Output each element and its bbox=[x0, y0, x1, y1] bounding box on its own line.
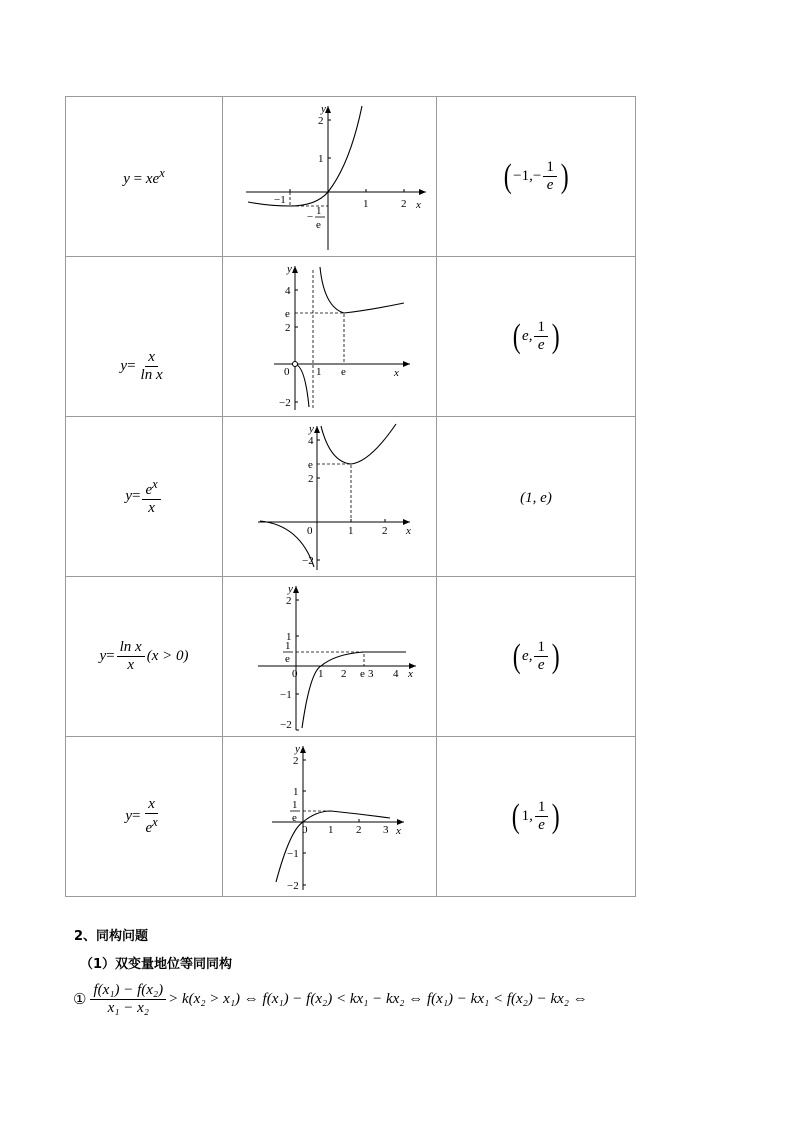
function-cell bbox=[66, 257, 223, 417]
svg-text:x: x bbox=[393, 366, 399, 379]
svg-text:2: 2 bbox=[400, 197, 406, 210]
svg-text:2: 2 bbox=[381, 524, 387, 537]
svg-text:1: 1 bbox=[317, 667, 323, 680]
svg-text:2: 2 bbox=[317, 114, 323, 127]
svg-text:4: 4 bbox=[307, 434, 313, 447]
svg-text:−2: −2 bbox=[301, 554, 314, 567]
svg-text:y: y bbox=[287, 582, 293, 595]
svg-text:1: 1 bbox=[285, 630, 291, 643]
svg-text:0: 0 bbox=[301, 823, 307, 836]
extreme-point-cell bbox=[437, 417, 636, 577]
svg-text:e: e bbox=[284, 652, 290, 665]
function-cell bbox=[66, 577, 223, 737]
table-row bbox=[66, 97, 636, 257]
graph-cell bbox=[223, 577, 437, 737]
svg-text:1: 1 bbox=[315, 365, 321, 378]
svg-text:y: y bbox=[308, 422, 314, 435]
svg-text:0: 0 bbox=[291, 667, 297, 680]
svg-text:4: 4 bbox=[392, 667, 398, 680]
svg-text:e: e bbox=[359, 667, 365, 680]
svg-text:2: 2 bbox=[292, 754, 298, 767]
function-expression: y = $\frac{e^x}{x}$ bbox=[125, 476, 162, 517]
extreme-point-cell bbox=[437, 577, 636, 737]
svg-text:−1: −1 bbox=[273, 193, 286, 206]
svg-text:x: x bbox=[395, 824, 401, 837]
function-graph bbox=[230, 262, 430, 412]
svg-text:e: e bbox=[340, 365, 346, 378]
svg-text:1: 1 bbox=[292, 785, 298, 798]
table-row bbox=[66, 417, 636, 577]
svg-text:1: 1 bbox=[315, 204, 321, 217]
function-graph bbox=[230, 422, 430, 572]
svg-text:x: x bbox=[407, 667, 413, 680]
function-cell bbox=[66, 97, 223, 257]
section-heading: 2、同构问题 bbox=[74, 929, 149, 944]
table-row bbox=[66, 257, 636, 417]
graph-cell bbox=[223, 417, 437, 577]
function-cell bbox=[66, 737, 223, 897]
svg-text:2: 2 bbox=[355, 823, 361, 836]
function-expression: y = $\frac{x}{e^x}$ bbox=[125, 796, 158, 836]
svg-text:1: 1 bbox=[291, 798, 297, 811]
svg-text:3: 3 bbox=[367, 667, 373, 680]
svg-text:2: 2 bbox=[285, 594, 291, 607]
svg-text:−1: −1 bbox=[286, 847, 299, 860]
svg-text:−2: −2 bbox=[286, 879, 299, 892]
extreme-point-cell bbox=[437, 257, 636, 417]
svg-text:1: 1 bbox=[284, 639, 290, 652]
svg-text:−2: −2 bbox=[279, 718, 292, 731]
svg-text:e: e bbox=[315, 218, 321, 231]
function-expression: y = $\frac{\text{ln x}}{x}$ (x > 0) bbox=[99, 639, 189, 673]
svg-text:2: 2 bbox=[284, 321, 290, 334]
svg-text:y: y bbox=[320, 102, 326, 115]
extreme-point-cell bbox=[437, 97, 636, 257]
extreme-point-cell bbox=[437, 737, 636, 897]
svg-text:3: 3 bbox=[382, 823, 388, 836]
graph-cell bbox=[223, 257, 437, 417]
subsection-heading: （1）双变量地位等同同构 bbox=[80, 957, 233, 972]
graph-cell bbox=[223, 97, 437, 257]
svg-text:e: e bbox=[307, 458, 313, 471]
svg-text:1: 1 bbox=[362, 197, 368, 210]
function-graph bbox=[230, 582, 430, 732]
svg-text:−1: −1 bbox=[279, 688, 292, 701]
svg-text:−: − bbox=[306, 210, 313, 223]
svg-text:1: 1 bbox=[347, 524, 353, 537]
svg-text:x: x bbox=[405, 524, 411, 537]
svg-text:1: 1 bbox=[327, 823, 333, 836]
function-expression: y = $\frac{x}{\text{ln x}}$ bbox=[120, 349, 163, 383]
svg-text:1: 1 bbox=[317, 152, 323, 165]
svg-text:−2: −2 bbox=[278, 396, 291, 409]
svg-text:4: 4 bbox=[284, 284, 290, 297]
extreme-point: ( −1 , − $\frac{1}{e}$ ) bbox=[503, 157, 569, 195]
isomorphism-formula: ① $\frac{\text{f(x₁) − f(x₂)}}{\text{x₁ − x₂}}$ > k(x₂ > x₁) ⇔ f(x₁) − f(x₂) < kx₁ − kx₂ ⇔ f(x₁) − kx₁ < f(x₂) − kx₂ ⇔ bbox=[73, 982, 588, 1016]
table-row bbox=[66, 577, 636, 737]
svg-text:e: e bbox=[291, 811, 297, 824]
svg-text:2: 2 bbox=[307, 472, 313, 485]
svg-text:e: e bbox=[284, 307, 290, 320]
table-row bbox=[66, 737, 636, 897]
extreme-point: ( 1 , $\frac{1}{e}$ ) bbox=[511, 797, 561, 835]
function-expression: $y = xe^x$ bbox=[123, 165, 165, 187]
extreme-point: (1, e) bbox=[520, 489, 552, 506]
svg-text:0: 0 bbox=[283, 365, 289, 378]
extreme-point: ( e , $\frac{1}{e}$ ) bbox=[512, 317, 560, 355]
function-graph bbox=[230, 102, 430, 252]
extreme-point: ( e , $\frac{1}{e}$ ) bbox=[512, 637, 560, 675]
function-cell bbox=[66, 417, 223, 577]
svg-text:y: y bbox=[286, 262, 292, 275]
function-graph bbox=[230, 742, 430, 892]
svg-text:x: x bbox=[415, 198, 421, 211]
graph-cell bbox=[223, 737, 437, 897]
svg-text:0: 0 bbox=[306, 524, 312, 537]
function-table bbox=[65, 96, 636, 897]
svg-text:y: y bbox=[294, 742, 300, 755]
svg-text:2: 2 bbox=[340, 667, 346, 680]
